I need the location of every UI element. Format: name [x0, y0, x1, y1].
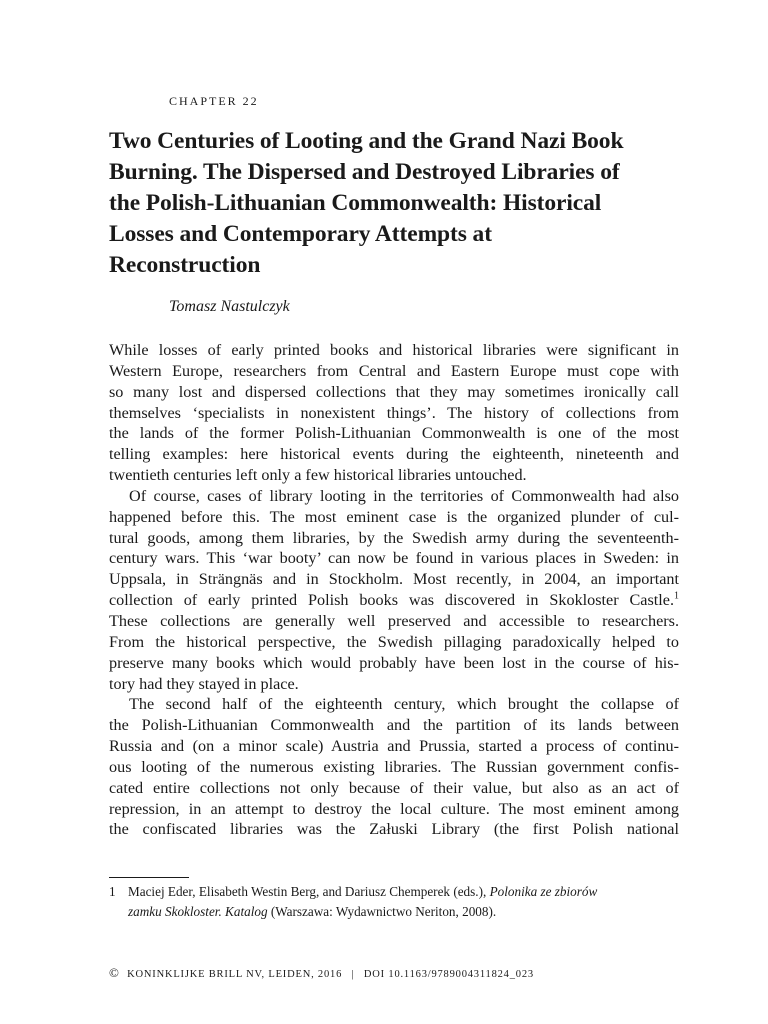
footnote-title: Polonika ze zbiorów — [489, 884, 598, 899]
text-line: From the historical perspective, the Swedish pillaging paradoxically helped to — [109, 632, 679, 651]
text-line: happened before this. The most eminent case is the organized plunder of cul- — [109, 507, 679, 526]
text-line: twentieth centuries left only a few historical libraries untouched. — [109, 466, 527, 485]
footnote-text — [128, 882, 679, 922]
doi[interactable]: DOI 10.1163/9789004311824_023 — [363, 969, 534, 980]
text-line: the lands of the former Polish-Lithuanian Commonwealth is one of the most — [109, 424, 679, 443]
footnote-reference[interactable]: 1 — [674, 590, 679, 602]
footnote-segment: (Warszawa: Wydawnictwo Neriton, 2008). — [267, 904, 497, 919]
text-line: preserve many books which would probably have been lost in the course of his- — [109, 653, 679, 672]
text-line: the Polish-Lithuanian Commonwealth and the partition of its lands between — [109, 716, 679, 735]
text-line — [109, 590, 679, 611]
footnote-segment: Maciej Eder, Elisabeth Westin Berg, and Dariusz Chemperek (eds.), — [128, 884, 490, 899]
footnote-line — [128, 902, 679, 922]
footnote-number: 1 — [109, 884, 116, 899]
text-line: These collections are generally well preserved and accessible to researchers. — [109, 611, 679, 630]
body-text — [109, 340, 679, 840]
text-line: telling examples: here historical events during the eighteenth, nineteenth and — [109, 445, 679, 464]
title-line: Burning. The Dispersed and Destroyed Libraries of — [109, 159, 620, 185]
title-line: Losses and Contemporary Attempts at — [109, 221, 492, 247]
text-line: Russia and (on a minor scale) Austria and Prussia, started a process of continu- — [109, 737, 679, 756]
footnote-1 — [109, 882, 679, 922]
author-name: Tomasz Nastulczyk — [169, 298, 290, 315]
footnote-title: zamku Skokloster. Katalog — [128, 904, 268, 919]
text-line: themselves ‘specialists in nonexistent things’. The history of collections from — [109, 403, 679, 422]
copyright-icon: © — [109, 965, 120, 980]
text-line: Western Europe, researchers from Central and Eastern Europe must cope with — [109, 361, 679, 380]
text-line: century wars. This ‘war booty’ can now be found in various places in Sweden: in — [109, 549, 679, 568]
publisher: KONINKLIJKE BRILL NV, LEIDEN, 2016 — [127, 969, 343, 980]
text-line: tural goods, among them libraries, by the Swedish army during the seventeenth- — [109, 528, 679, 547]
text-line: ous looting of the numerous existing libraries. The Russian government confis- — [109, 757, 679, 776]
chapter-label: CHAPTER 22 — [169, 94, 259, 108]
separator: | — [351, 969, 355, 980]
text-line: repression, in an attempt to destroy the local culture. The most eminent among — [109, 799, 679, 818]
text-line: the confiscated libraries was the Załuski Library (the first Polish national — [109, 820, 679, 839]
footnote-divider — [109, 877, 189, 878]
paragraph-2 — [109, 486, 679, 694]
text-line: cated entire collections not only because of their value, but also as an act of — [109, 778, 679, 797]
title-line: Two Centuries of Looting and the Grand Nazi Book — [109, 128, 624, 154]
title-line: the Polish-Lithuanian Commonwealth: Historical — [109, 190, 602, 216]
title-line: Reconstruction — [109, 252, 261, 278]
paragraph-3 — [109, 694, 679, 840]
text-line: tory had they stayed in place. — [109, 674, 299, 693]
text-line: While losses of early printed books and historical libraries were significant in — [109, 341, 679, 359]
chapter-title — [109, 126, 689, 281]
text-line: Uppsala, in Strängnäs and in Stockholm. Most recently, in 2004, an important — [109, 570, 679, 589]
text-line: Of course, cases of library looting in the territories of Commonwealth had also — [129, 486, 679, 505]
footnote-line — [128, 882, 679, 902]
copyright-line — [109, 965, 534, 981]
paragraph-1 — [109, 340, 679, 486]
text-line: so many lost and dispersed collections that they may sometimes ironically call — [109, 382, 679, 401]
text-segment: collection of early printed Polish books was discovered in Skokloster Castle. — [109, 591, 674, 610]
text-line: The second half of the eighteenth century, which brought the collapse of — [129, 695, 679, 714]
